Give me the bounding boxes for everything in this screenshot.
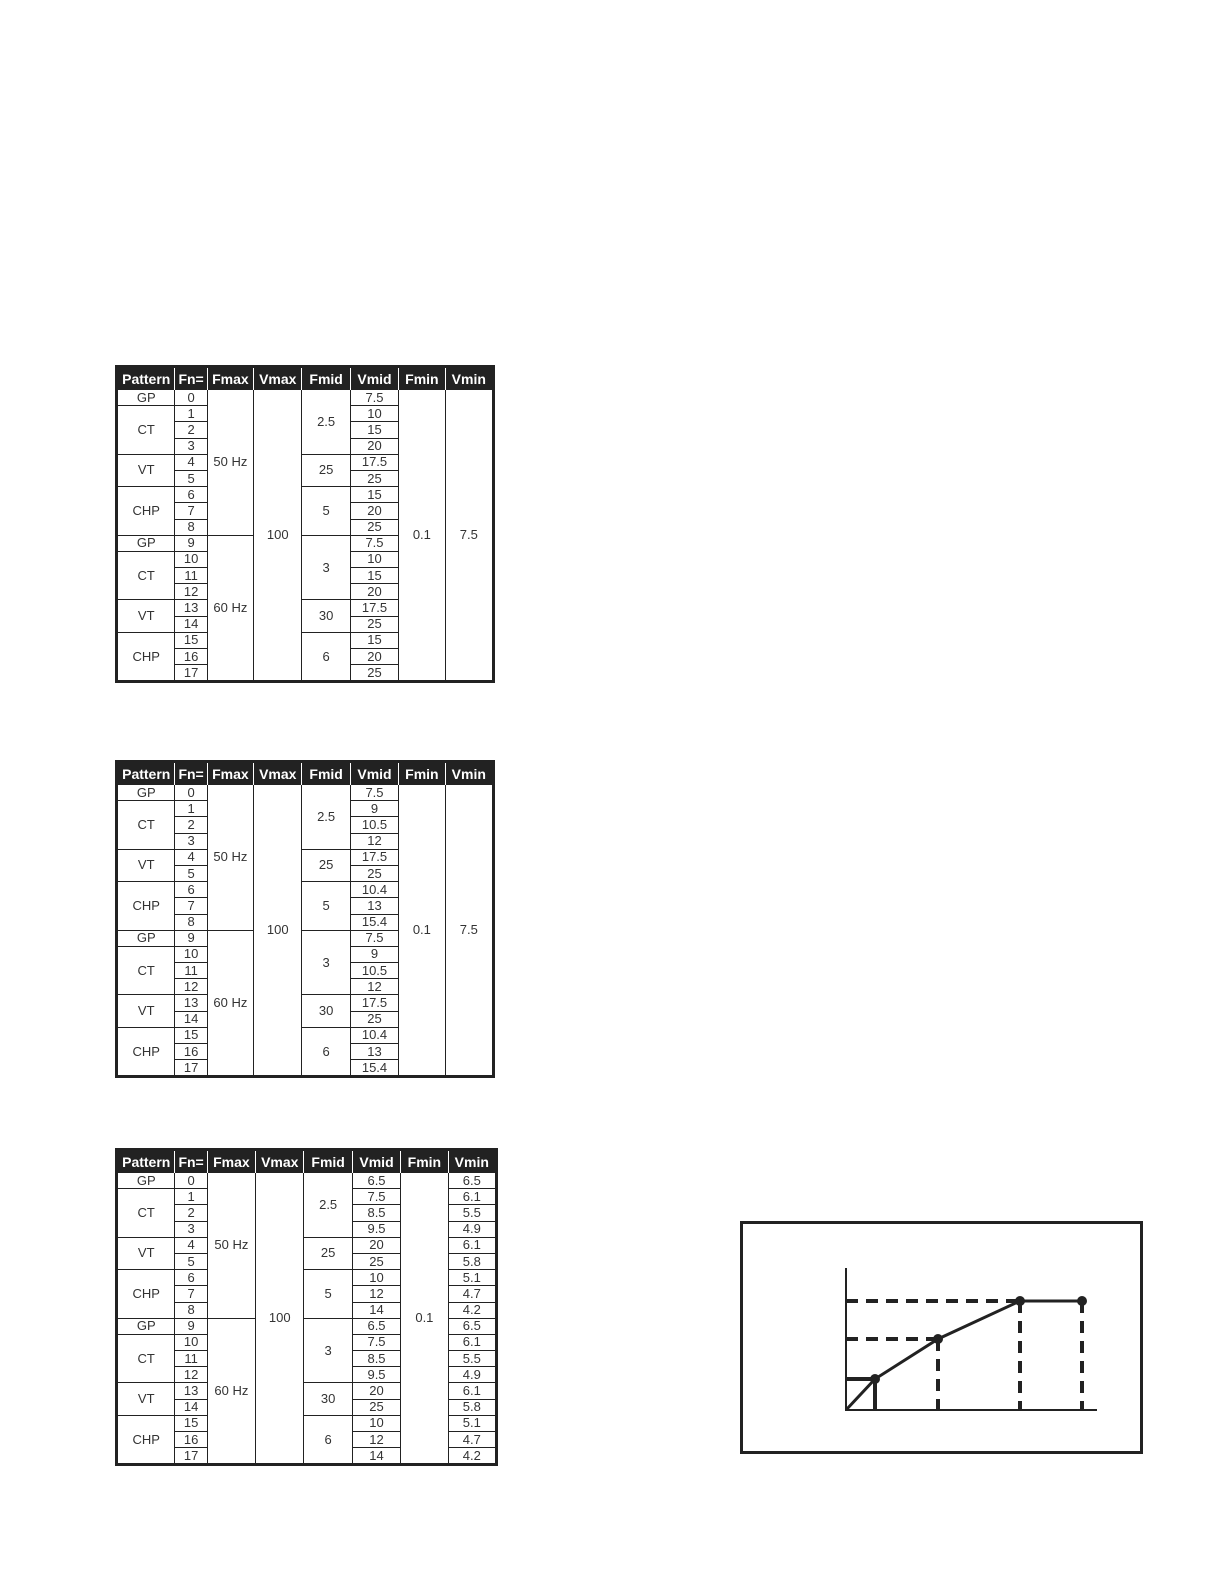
pattern-cell: CT — [117, 406, 175, 455]
vmid-cell: 7.5 — [350, 930, 398, 946]
vmid-cell: 12 — [350, 979, 398, 995]
fn-cell: 16 — [175, 1044, 207, 1060]
vmid-cell: 20 — [350, 438, 398, 454]
pattern-cell: CT — [117, 1334, 175, 1383]
fmid-cell: 3 — [302, 535, 350, 600]
pattern-cell: VT — [117, 995, 175, 1027]
curve-point-4 — [1077, 1296, 1087, 1306]
vmid-cell: 20 — [350, 649, 398, 665]
fn-cell: 12 — [175, 1367, 207, 1383]
fn-cell: 7 — [175, 1286, 207, 1302]
vmid-cell: 10.4 — [350, 1027, 398, 1043]
vmin-cell: 4.2 — [448, 1302, 496, 1318]
vmid-cell: 10 — [350, 551, 398, 567]
header-fn: Fn= — [175, 1150, 207, 1173]
fn-cell: 8 — [175, 1302, 207, 1318]
vmid-cell: 25 — [350, 865, 398, 881]
fn-cell: 9 — [175, 930, 207, 946]
vmid-cell: 7.5 — [350, 390, 398, 406]
vmid-cell: 7.5 — [350, 535, 398, 551]
fn-cell: 9 — [175, 535, 207, 551]
vmid-cell: 15 — [350, 632, 398, 648]
vmin-cell: 7.5 — [445, 390, 493, 682]
pattern-cell: CT — [117, 801, 175, 850]
pattern-cell: CHP — [117, 1270, 175, 1319]
fn-cell: 7 — [175, 898, 207, 914]
vmax-cell: 100 — [256, 1173, 304, 1465]
fmid-cell: 6 — [302, 1027, 350, 1077]
table-row — [117, 785, 494, 801]
vmid-cell: 25 — [352, 1253, 400, 1269]
fn-cell: 0 — [175, 1173, 207, 1189]
vmid-cell: 12 — [352, 1432, 400, 1448]
vmid-cell: 20 — [350, 503, 398, 519]
fmid-cell: 2.5 — [304, 1173, 352, 1238]
fmid-cell: 25 — [304, 1237, 352, 1269]
fn-cell: 11 — [175, 568, 207, 584]
vmid-cell: 8.5 — [352, 1205, 400, 1221]
fn-cell: 14 — [175, 1399, 207, 1415]
vmid-cell: 25 — [350, 665, 398, 682]
fn-cell: 10 — [175, 1334, 207, 1350]
pattern-cell: CHP — [117, 1415, 175, 1465]
header-vmax: Vmax — [254, 367, 302, 390]
fn-cell: 16 — [175, 649, 207, 665]
vmid-cell: 17.5 — [350, 454, 398, 470]
fn-cell: 14 — [175, 1011, 207, 1027]
vmid-cell: 12 — [352, 1286, 400, 1302]
vmid-cell: 20 — [350, 584, 398, 600]
vmin-cell: 6.1 — [448, 1334, 496, 1350]
header-fmid: Fmid — [304, 1150, 352, 1173]
vmin-cell: 4.2 — [448, 1448, 496, 1465]
fn-cell: 15 — [175, 1027, 207, 1043]
table-row — [117, 1173, 497, 1189]
fn-cell: 11 — [175, 963, 207, 979]
vmid-cell: 10.5 — [350, 817, 398, 833]
header-vmin: Vmin — [445, 367, 493, 390]
header-vmid: Vmid — [350, 367, 398, 390]
vmid-cell: 9.5 — [352, 1367, 400, 1383]
vmid-cell: 25 — [350, 1011, 398, 1027]
fn-cell: 4 — [175, 849, 207, 865]
pattern-cell: GP — [117, 535, 175, 551]
pattern-cell: GP — [117, 930, 175, 946]
header-fmax: Fmax — [207, 367, 253, 390]
fn-cell: 0 — [175, 785, 207, 801]
pattern-cell: VT — [117, 849, 175, 881]
vmax-cell: 100 — [254, 390, 302, 682]
fmid-cell: 2.5 — [302, 785, 350, 850]
vmid-cell: 7.5 — [352, 1189, 400, 1205]
fn-cell: 5 — [175, 1253, 207, 1269]
fn-cell: 8 — [175, 914, 207, 930]
pattern-cell: CHP — [117, 1027, 175, 1077]
vmid-cell: 7.5 — [350, 785, 398, 801]
vf-pattern-table-3 — [115, 1148, 498, 1466]
fn-cell: 4 — [175, 454, 207, 470]
vmid-cell: 9.5 — [352, 1221, 400, 1237]
fn-cell: 11 — [175, 1351, 207, 1367]
pattern-cell: CT — [117, 551, 175, 600]
pattern-cell: GP — [117, 1173, 175, 1189]
fn-cell: 13 — [175, 600, 207, 616]
fmax-cell: 60 Hz — [207, 930, 253, 1077]
vmin-cell: 5.1 — [448, 1415, 496, 1431]
fn-cell: 2 — [175, 817, 207, 833]
vmid-cell: 10 — [352, 1415, 400, 1431]
vmid-cell: 17.5 — [350, 600, 398, 616]
pattern-cell: CT — [117, 1189, 175, 1238]
vmin-cell: 4.7 — [448, 1432, 496, 1448]
fmid-cell: 30 — [304, 1383, 352, 1415]
header-vmax: Vmax — [254, 762, 302, 785]
header-vmin: Vmin — [448, 1150, 496, 1173]
fn-cell: 16 — [175, 1432, 207, 1448]
fn-cell: 5 — [175, 865, 207, 881]
curve-point-3 — [1015, 1296, 1025, 1306]
vmid-cell: 13 — [350, 898, 398, 914]
fmax-cell: 50 Hz — [207, 785, 253, 931]
vmid-cell: 9 — [350, 801, 398, 817]
header-fmid: Fmid — [302, 762, 350, 785]
vmid-cell: 12 — [350, 833, 398, 849]
fmid-cell: 5 — [302, 487, 350, 536]
fmid-cell: 6 — [304, 1415, 352, 1465]
fmax-cell: 50 Hz — [207, 390, 253, 536]
vmin-cell: 5.5 — [448, 1351, 496, 1367]
fn-cell: 8 — [175, 519, 207, 535]
header-pattern: Pattern — [117, 1150, 175, 1173]
vmin-cell: 6.1 — [448, 1237, 496, 1253]
fn-cell: 17 — [175, 1060, 207, 1077]
vmid-cell: 14 — [352, 1302, 400, 1318]
fn-cell: 14 — [175, 616, 207, 632]
pattern-cell: VT — [117, 454, 175, 486]
vmid-cell: 25 — [352, 1399, 400, 1415]
vmid-cell: 14 — [352, 1448, 400, 1465]
vf-pattern-table-1 — [115, 365, 495, 683]
vmid-cell: 10.4 — [350, 882, 398, 898]
vmid-cell: 25 — [350, 616, 398, 632]
header-fmin: Fmin — [399, 367, 445, 390]
vmid-cell: 15.4 — [350, 914, 398, 930]
vmid-cell: 7.5 — [352, 1334, 400, 1350]
fn-cell: 12 — [175, 584, 207, 600]
header-vmid: Vmid — [350, 762, 398, 785]
fn-cell: 17 — [175, 1448, 207, 1465]
fn-cell: 15 — [175, 1415, 207, 1431]
pattern-cell: CT — [117, 946, 175, 995]
vmid-cell: 10 — [350, 406, 398, 422]
fn-cell: 3 — [175, 833, 207, 849]
fn-cell: 10 — [175, 946, 207, 962]
vmin-cell: 5.5 — [448, 1205, 496, 1221]
vmid-cell: 15 — [350, 487, 398, 503]
fn-cell: 9 — [175, 1318, 207, 1334]
fn-cell: 4 — [175, 1237, 207, 1253]
vmid-cell: 25 — [350, 470, 398, 486]
fn-cell: 2 — [175, 1205, 207, 1221]
vmid-cell: 20 — [352, 1237, 400, 1253]
fmid-cell: 5 — [304, 1270, 352, 1319]
vmid-cell: 6.5 — [352, 1173, 400, 1189]
vmid-cell: 25 — [350, 519, 398, 535]
vmin-cell: 6.5 — [448, 1173, 496, 1189]
header-fn: Fn= — [175, 367, 207, 390]
fmid-cell: 25 — [302, 454, 350, 486]
vmid-cell: 15.4 — [350, 1060, 398, 1077]
vmid-cell: 8.5 — [352, 1351, 400, 1367]
fn-cell: 0 — [175, 390, 207, 406]
header-fmax: Fmax — [207, 1150, 255, 1173]
fmid-cell: 5 — [302, 882, 350, 931]
fmax-cell: 60 Hz — [207, 1318, 255, 1465]
fn-cell: 15 — [175, 632, 207, 648]
vmin-cell: 5.1 — [448, 1270, 496, 1286]
fn-cell: 12 — [175, 979, 207, 995]
pattern-cell: VT — [117, 1237, 175, 1269]
fn-cell: 13 — [175, 1383, 207, 1399]
fmax-cell: 50 Hz — [207, 1173, 255, 1319]
fn-cell: 13 — [175, 995, 207, 1011]
fmin-cell: 0.1 — [401, 1173, 448, 1465]
vmin-cell: 7.5 — [445, 785, 493, 1077]
fn-cell: 10 — [175, 551, 207, 567]
header-vmid: Vmid — [352, 1150, 400, 1173]
header-pattern: Pattern — [117, 367, 175, 390]
header-vmax: Vmax — [256, 1150, 304, 1173]
vmid-cell: 20 — [352, 1383, 400, 1399]
vmid-cell: 15 — [350, 568, 398, 584]
pattern-cell: CHP — [117, 882, 175, 931]
fn-cell: 3 — [175, 438, 207, 454]
header-row — [117, 367, 494, 390]
table-row — [117, 390, 494, 406]
vmid-cell: 10 — [352, 1270, 400, 1286]
pattern-cell: GP — [117, 1318, 175, 1334]
fmid-cell: 30 — [302, 600, 350, 632]
vmid-cell: 6.5 — [352, 1318, 400, 1334]
pattern-cell: GP — [117, 785, 175, 801]
fmax-cell: 60 Hz — [207, 535, 253, 682]
pattern-cell: GP — [117, 390, 175, 406]
fmin-cell: 0.1 — [399, 785, 445, 1077]
fn-cell: 6 — [175, 1270, 207, 1286]
vmid-cell: 17.5 — [350, 849, 398, 865]
fn-cell: 17 — [175, 665, 207, 682]
fn-cell: 1 — [175, 801, 207, 817]
vmin-cell: 6.1 — [448, 1383, 496, 1399]
vmin-cell: 4.9 — [448, 1367, 496, 1383]
vmin-cell: 5.8 — [448, 1253, 496, 1269]
fn-cell: 7 — [175, 503, 207, 519]
vmax-cell: 100 — [254, 785, 302, 1077]
fn-cell: 2 — [175, 422, 207, 438]
vmid-cell: 17.5 — [350, 995, 398, 1011]
fn-cell: 1 — [175, 1189, 207, 1205]
vmin-cell: 4.9 — [448, 1221, 496, 1237]
fmid-cell: 25 — [302, 849, 350, 881]
header-fn: Fn= — [175, 762, 207, 785]
header-row — [117, 762, 494, 785]
header-fmin: Fmin — [399, 762, 445, 785]
header-row — [117, 1150, 497, 1173]
fmid-cell: 3 — [302, 930, 350, 995]
vmid-cell: 13 — [350, 1044, 398, 1060]
vmin-cell: 6.1 — [448, 1189, 496, 1205]
vmin-cell: 6.5 — [448, 1318, 496, 1334]
vmin-cell: 5.8 — [448, 1399, 496, 1415]
header-fmax: Fmax — [207, 762, 253, 785]
fn-cell: 6 — [175, 882, 207, 898]
vmid-cell: 10.5 — [350, 963, 398, 979]
header-vmin: Vmin — [445, 762, 493, 785]
fmin-cell: 0.1 — [399, 390, 445, 682]
vf-pattern-table-2 — [115, 760, 495, 1078]
vmid-cell: 15 — [350, 422, 398, 438]
pattern-cell: CHP — [117, 632, 175, 682]
vmid-cell: 9 — [350, 946, 398, 962]
fmid-cell: 2.5 — [302, 390, 350, 455]
header-fmid: Fmid — [302, 367, 350, 390]
fmid-cell: 30 — [302, 995, 350, 1027]
vmin-cell: 4.7 — [448, 1286, 496, 1302]
curve-point-1 — [870, 1374, 880, 1384]
fn-cell: 3 — [175, 1221, 207, 1237]
fmid-cell: 3 — [304, 1318, 352, 1383]
fn-cell: 6 — [175, 487, 207, 503]
pattern-cell: VT — [117, 1383, 175, 1415]
fn-cell: 5 — [175, 470, 207, 486]
pattern-cell: CHP — [117, 487, 175, 536]
header-pattern: Pattern — [117, 762, 175, 785]
fn-cell: 1 — [175, 406, 207, 422]
header-fmin: Fmin — [401, 1150, 448, 1173]
vf-curve-diagram — [740, 1221, 1143, 1454]
curve-point-2 — [933, 1334, 943, 1344]
fmid-cell: 6 — [302, 632, 350, 682]
pattern-cell: VT — [117, 600, 175, 632]
